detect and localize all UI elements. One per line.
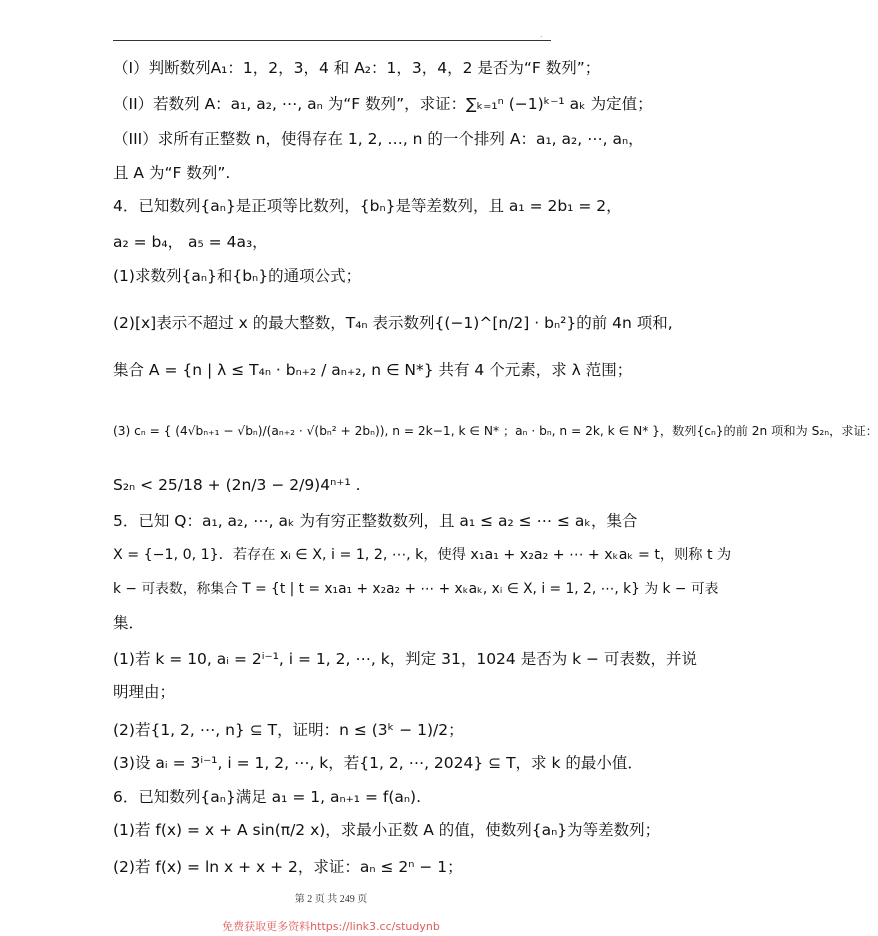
problem-line: a₂ = b₄， a₅ = 4a₃， (113, 233, 268, 251)
problem-line: S₂ₙ < 25/18 + (2n/3 − 2/9)4ⁿ⁺¹ . (113, 476, 361, 494)
watermark-link[interactable]: 免费获取更多资料https://link3.cc/studynb (222, 920, 440, 933)
page-number: 第 2 页 共 249 页 (294, 894, 368, 905)
problem-line: （II）若数列 A：a₁, a₂, ⋯, aₙ 为“F 数列”，求证：∑ₖ₌₁ⁿ (−1)ᵏ⁻¹ aₖ 为定值； (113, 95, 653, 113)
problem-line: (2)若{1, 2, ⋯, n} ⊆ T，证明：n ≤ (3ᵏ − 1)/2； (113, 721, 464, 739)
problem-line: 且 A 为“F 数列”. (113, 164, 231, 182)
problem-line: (3)设 aᵢ = 3ⁱ⁻¹, i = 1, 2, ⋯, k，若{1, 2, ⋯, 2024} ⊆ T，求 k 的最小值． (113, 754, 643, 772)
problem-line: (1)若 f(x) = x + A sin(π/2 x)，求最小正数 A 的值，使数列{aₙ}为等差数列； (113, 821, 661, 839)
header-dot: . (540, 30, 543, 39)
problem-line: 明理由； (113, 683, 176, 701)
problem-line: k − 可表数，称集合 T = {t | t = x₁a₁ + x₂a₂ + ⋯ + xₖaₖ, xᵢ ∈ X, i = 1, 2, ⋯, k} 为 k − 可表 (113, 581, 719, 597)
problem-line: （I）判断数列A₁：1，2，3，4 和 A₂：1，3，4，2 是否为“F 数列”； (113, 59, 601, 77)
problem-line: 5．已知 Q：a₁, a₂, ⋯, aₖ 为有穷正整数数列，且 a₁ ≤ a₂ ≤ ⋯ ≤ aₖ，集合 (113, 512, 638, 530)
problem-line: (2)若 f(x) = ln x + x + 2，求证：aₙ ≤ 2ⁿ − 1； (113, 858, 463, 876)
header-rule (113, 40, 551, 41)
problem-line: (3) cₙ = { (4√bₙ₊₁ − √bₙ)/(aₙ₊₂ · √(bₙ² + 2bₙ)), n = 2k−1, k ∈ N* ；aₙ · bₙ, n = 2k, k ∈ N* }，数列{cₙ}的前 2n 项和为 S₂ₙ，求证： (113, 424, 878, 438)
problem-line: （III）求所有正整数 n，使得存在 1, 2, …, n 的一个排列 A：a₁, a₂, ⋯, aₙ， (113, 130, 644, 148)
problem-line: (1)求数列{aₙ}和{bₙ}的通项公式； (113, 267, 362, 285)
problem-line: (2)[x]表示不超过 x 的最大整数，T₄ₙ 表示数列{(−1)^[n/2] · bₙ²}的前 4n 项和, (113, 314, 673, 332)
problem-line: 集． (113, 614, 145, 632)
problem-line: 6．已知数列{aₙ}满足 a₁ = 1, aₙ₊₁ = f(aₙ). (113, 788, 422, 806)
problem-line: 4．已知数列{aₙ}是正项等比数列，{bₙ}是等差数列，且 a₁ = 2b₁ = 2， (113, 197, 622, 215)
problem-line: X = {−1, 0, 1}．若存在 xᵢ ∈ X, i = 1, 2, ⋯, k，使得 x₁a₁ + x₂a₂ + ⋯ + xₖaₖ = t，则称 t 为 (113, 547, 732, 563)
problem-line: (1)若 k = 10, aᵢ = 2ⁱ⁻¹, i = 1, 2, ⋯, k，判定 31，1024 是否为 k − 可表数，并说 (113, 650, 697, 668)
problem-line: 集合 A = {n | λ ≤ T₄ₙ · bₙ₊₂ / aₙ₊₂, n ∈ N*} 共有 4 个元素，求 λ 范围； (113, 361, 633, 379)
